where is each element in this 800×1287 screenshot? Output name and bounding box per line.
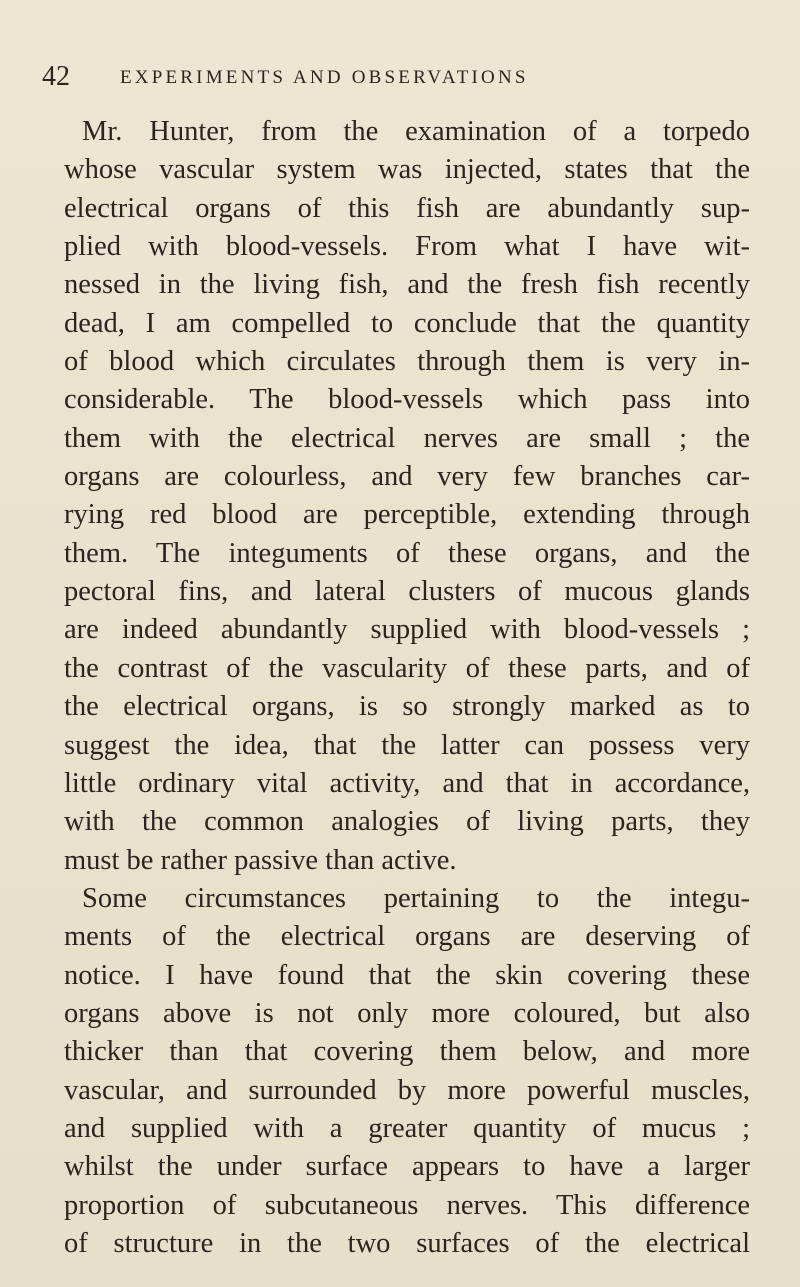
text-line: them with the electrical nerves are small ; the [64,422,750,454]
text-line: electrical organs of this fish are abundantly sup- [64,192,750,224]
text-line: nessed in the living fish, and the fresh fish recently [64,269,750,301]
text-line: must be rather passive than active. [64,844,457,876]
text-line: plied with blood-vessels. From what I have wit- [64,231,750,263]
text-line: of blood which circulates through them is very in- [64,346,750,378]
text-line: the electrical organs, is so strongly marked as to [64,691,750,723]
text-line: ments of the electrical organs are deserving of [64,921,750,953]
text-line: them. The integuments of these organs, and the [64,537,750,569]
text-line: with the common analogies of living parts, they [64,806,750,838]
text-line: dead, I am compelled to conclude that the quantity [64,307,750,339]
text-line: the contrast of the vascularity of these parts, and of [64,652,750,684]
body-text [64,113,750,1263]
text-line: suggest the idea, that the latter can possess very [64,729,750,761]
text-line: proportion of subcutaneous nerves. This difference [64,1189,750,1221]
text-line: notice. I have found that the skin covering these [64,959,750,991]
text-line: organs are colourless, and very few branches car- [64,461,750,493]
page-header [42,60,742,94]
text-line: of structure in the two surfaces of the electrical [64,1227,750,1259]
text-line: considerable. The blood-vessels which pass into [64,384,750,416]
text-line: are indeed abundantly supplied with blood-vessels ; [64,614,750,646]
text-line: vascular, and surrounded by more powerful muscles, [64,1074,750,1106]
running-head: EXPERIMENTS AND OBSERVATIONS [120,67,529,88]
text-line: whose vascular system was injected, states that the [64,154,750,186]
page-number: 42 [42,61,70,92]
text-line: organs above is not only more coloured, but also [64,997,750,1029]
text-line: whilst the under surface appears to have a larger [64,1151,750,1183]
text-line: pectoral fins, and lateral clusters of mucous glands [64,576,750,608]
text-line: rying red blood are perceptible, extending through [64,499,750,531]
text-line: thicker than that covering them below, and more [64,1036,750,1068]
text-line: Mr. Hunter, from the examination of a torpedo [82,116,750,147]
text-line: Some circumstances pertaining to the integu- [82,882,750,914]
text-line: little ordinary vital activity, and that in accordance, [64,767,750,799]
text-line: and supplied with a greater quantity of mucus ; [64,1112,750,1144]
